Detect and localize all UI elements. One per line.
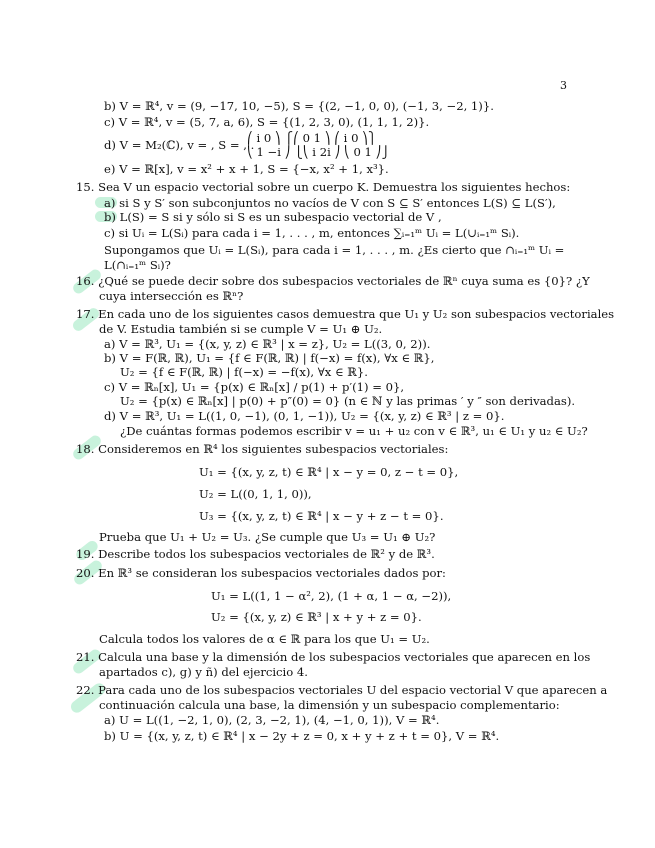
text-line: L(∩ᵢ₌₁ᵐ Sᵢ)? [104, 258, 171, 272]
exercise-21: 21. Calcula una base y la dimensión de los subespacios vectoriales que aparecen en los [76, 650, 591, 664]
equation: U₁ = L((1, 1 − α², 2), (1 + α, 1 − α, −2)), [211, 589, 452, 603]
equation: U₃ = {(x, y, z, t) ∈ ℝ⁴ | x − y + z − t = 0}. [199, 509, 444, 523]
text-line: a) U = L((1, −2, 1, 0), (2, 3, −2, 1), (4, −1, 0, 1)), V = ℝ⁴. [104, 713, 440, 727]
text-line: ¿De cuántas formas podemos escribir v = u₁ + u₂ con v ∈ ℝ³, u₁ ∈ U₁ y u₂ ∈ U₂? [120, 424, 588, 438]
text-line: a) si S y S′ son subconjuntos no vacíos de V con S ⊆ S′ entonces L(S) ⊆ L(S′), [104, 196, 556, 210]
text-line: U₂ = {p(x) ∈ ℝₙ[x] | p(0) + p″(0) = 0} (n ∈ ℕ y las primas ′ y ″ son derivadas). [120, 394, 576, 408]
text-line: Prueba que U₁ + U₂ = U₃. ¿Se cumple que U₃ = U₁ ⊕ U₂? [99, 530, 436, 544]
exercise-16: 16. ¿Qué se puede decir sobre dos subespacios vectoriales de ℝⁿ cuya suma es {0}? ¿Y [76, 274, 590, 288]
text-line: U₂ = {f ∈ F(ℝ, ℝ) | f(−x) = −f(x), ∀x ∈ ℝ}. [120, 365, 368, 379]
text-line: Calcula todos los valores de α ∈ ℝ para los que U₁ = U₂. [99, 632, 430, 646]
exercise-17: 17. En cada uno de los siguientes casos demuestra que U₁ y U₂ son subespacios vectoriales [76, 307, 615, 321]
equation: U₁ = {(x, y, z, t) ∈ ℝ⁴ | x − y = 0, z − t = 0}, [199, 465, 459, 479]
text-line: b) V = ℝ⁴, v = (9, −17, 10, −5), S = {(2, −1, 0, 0), (−1, 3, −2, 1)}. [104, 99, 494, 113]
text-line: cuya intersección es ℝⁿ? [99, 289, 244, 303]
text-line: continuación calcula una base, la dimensión y un subespacio complementario: [99, 698, 560, 712]
text-line: d) V = M₂(ℂ), v = , S = , . [104, 138, 255, 152]
text-line: ⎛ i 0 ⎞ ⎧⎛ 0 1 ⎞ ⎛ i 0 ⎞⎫ [247, 131, 377, 145]
exercise-19: 19. Describe todos los subespacios vectoriales de ℝ² y de ℝ³. [76, 547, 435, 561]
equation: U₂ = {(x, y, z) ∈ ℝ³ | x + y + z = 0}. [211, 610, 422, 624]
page-number: 3 [560, 79, 567, 92]
text-line: c) si Uᵢ = L(Sᵢ) para cada i = 1, . . . , m, entonces ∑ᵢ₌₁ᵐ Uᵢ = L(∪ᵢ₌₁ᵐ Sᵢ). [104, 226, 520, 240]
exercise-18: 18. Consideremos en ℝ⁴ los siguientes subespacios vectoriales: [76, 442, 449, 456]
text-line: b) L(S) = S si y sólo si S es un subespacio vectorial de V , [104, 210, 442, 224]
exercise-22: 22. Para cada uno de los subespacios vectoriales U del espacio vectorial V que aparecen a [76, 683, 608, 697]
text-line: apartados c), g) y ñ) del ejercicio 4. [99, 665, 308, 679]
text-line: Supongamos que Uᵢ = L(Sᵢ), para cada i = 1, . . . , m. ¿Es cierto que ∩ᵢ₌₁ᵐ Uᵢ = [104, 243, 565, 257]
text-line: b) V = F(ℝ, ℝ), U₁ = {f ∈ F(ℝ, ℝ) | f(−x) = f(x), ∀x ∈ ℝ}, [104, 351, 435, 365]
equation: U₂ = L((0, 1, 1, 0)), [199, 487, 312, 501]
text-line: a) V = ℝ³, U₁ = {(x, y, z) ∈ ℝ³ | x = z}, U₂ = L((3, 0, 2)). [104, 337, 431, 351]
text-line: e) V = ℝ[x], v = x² + x + 1, S = {−x, x² + 1, x³}. [104, 162, 389, 176]
text-line: b) U = {(x, y, z, t) ∈ ℝ⁴ | x − 2y + z = 0, x + y + z + t = 0}, V = ℝ⁴. [104, 729, 500, 743]
exercise-15: 15. Sea V un espacio vectorial sobre un cuerpo K. Demuestra los siguientes hechos: [76, 180, 571, 194]
text-line: ⎝ 1 −i ⎠ ⎩⎝ i 2i ⎠ ⎝ 0 1 ⎠⎭ [247, 145, 391, 159]
text-line: c) V = ℝ⁴, v = (5, 7, a, 6), S = {(1, 2, 3, 0), (1, 1, 1, 2)}. [104, 115, 430, 129]
text-line: d) V = ℝ³, U₁ = L((1, 0, −1), (0, 1, −1)), U₂ = {(x, y, z) ∈ ℝ³ | z = 0}. [104, 409, 505, 423]
exercise-20: 20. En ℝ³ se consideran los subespacios vectoriales dados por: [76, 566, 446, 580]
text-line: de V. Estudia también si se cumple V = U₁ ⊕ U₂. [99, 322, 383, 336]
text-line: c) V = ℝₙ[x], U₁ = {p(x) ∈ ℝₙ[x] / p(1) + p′(1) = 0}, [104, 380, 405, 394]
